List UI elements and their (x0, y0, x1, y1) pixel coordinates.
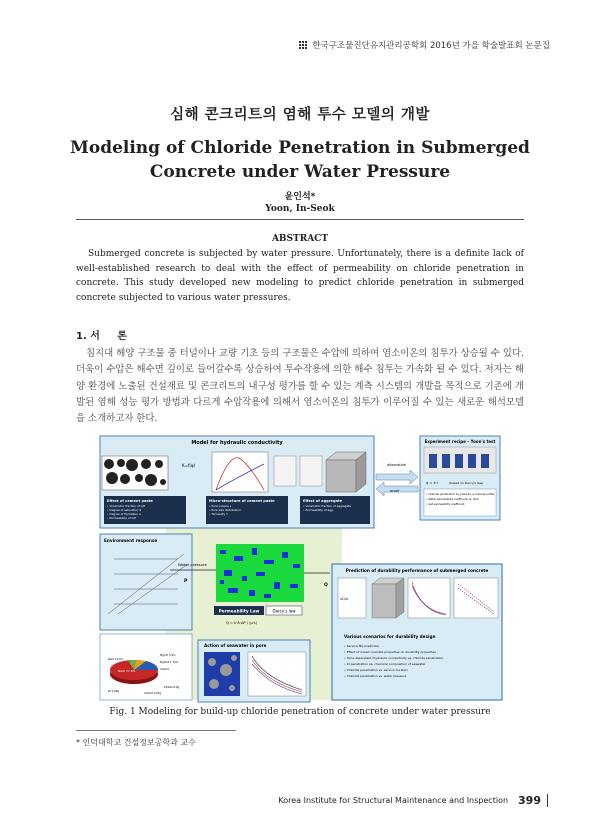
page-footer (278, 794, 548, 807)
svg-text:Q = k·A·ΔP / (μ·L): Q = k·A·ΔP / (μ·L) (226, 621, 258, 625)
svg-text:• Effect of mixed concrete pro: • Effect of mixed concrete properties on durability properties (344, 650, 436, 654)
svg-text:• Chloride penetration vs. ser: • Chloride penetration vs. service duration (344, 668, 409, 672)
svg-text:Prediction of durability perfo: Prediction of durability performance of submerged concrete (345, 568, 489, 573)
section-heading: 1. 서 론 (76, 331, 127, 342)
svg-text:MgSO4 1.75%: MgSO4 1.75% (160, 661, 179, 664)
environment-panel (100, 534, 192, 630)
svg-text:• Volumetric fraction of C/P: • Volumetric fraction of C/P (107, 504, 146, 508)
svg-text:• Permeability of agg.: • Permeability of agg. (303, 508, 334, 512)
svg-text:• Time-dependent (hydraulic co: • Time-dependent (hydraulic conductivity vs. chloride penetration (344, 656, 444, 660)
svg-text:(based on Darcy's law): (based on Darcy's law) (449, 481, 484, 485)
journal-name: 한국구조물진단유지관리공학회 2016년 가을 학술발표회 논문집 (312, 41, 550, 51)
svg-text:Action of seawater in pore: Action of seawater in pore (204, 643, 267, 648)
arrow-right (376, 470, 418, 484)
figure-caption: Fig. 1 Modeling for build-up chloride penetration of concrete under water pressure (109, 707, 491, 717)
publisher-name: Korea Institute for Structural Maintenance and Inspection (278, 796, 509, 805)
svg-text:∂C/∂t: ∂C/∂t (340, 597, 348, 601)
prediction-cube (372, 578, 404, 618)
footnote: * 인덕대학교 건설정보공학과 교수 (76, 738, 196, 747)
author-korean: 윤인석* (284, 192, 316, 202)
hydraulic-graph (212, 452, 268, 492)
svg-text:CaCO3 0.05g: CaCO3 0.05g (144, 692, 162, 695)
svg-text:Environment response: Environment response (104, 538, 158, 543)
prediction-graph-1 (408, 578, 450, 618)
svg-text:• Get permeability coefficient: • Get permeability coefficient (426, 503, 465, 506)
hydraulic-panel-title: Model for hydraulic conductivity (191, 440, 283, 446)
aggregate-cube (326, 452, 366, 492)
svg-text:Micro-structure of cement past: Micro-structure of cement paste (209, 499, 275, 503)
equation-left: K=f(φ) (182, 463, 196, 468)
page-number: 399 (518, 794, 548, 807)
svg-text:• Chloride penetration vs. wat: • Chloride penetration vs. water pressure (344, 674, 407, 678)
figure-1 (94, 434, 504, 704)
svg-text:Water pressure: Water pressure (178, 562, 207, 567)
abstract-text: Submerged concrete is subjected by water pressure. Unfortunately, there is a definite lack of well-established research to deal with the effect of permeability on chloride penetration in concrete. This study developed new modeling to predict chloride penetration in submerged concrete subjected to various water pressures. (76, 249, 524, 303)
divider-top (76, 219, 524, 220)
abstract-heading: ABSTRACT (271, 234, 329, 244)
journal-header (299, 39, 550, 51)
title-korean: 심해 콘크리트의 염해 투수 모델의 개발 (170, 107, 430, 123)
section-body: 침지대 해양 구조물 중 터널이나 교량 기초 등의 구조물은 수압에 의하여 염소이온의 침투가 상승될 수 있다. 더욱이 수압은 해수면 깊이로 들어갈수록 상승하여 투수작용에 의한 해수 침투는 가속화 될 수 있다. 저자는 해양 환경에 노출된 건설재료 및 콘크리트의 내구성 평가를 할 수 있는 계측 시스템의 개발을 목적으로 기존에 개발된 염해 성능 평가 방법과 다르게 수압작용에 의해서 염소이온의 침투가 이루어질 수 있는 새로운 해석모델을 소개하고자 한다. (76, 348, 524, 425)
svg-text:Q: Q (324, 583, 328, 588)
svg-text:alternative: alternative (387, 463, 406, 467)
svg-text:P: P (184, 579, 188, 584)
svg-text:• Permeability of C/P: • Permeability of C/P (107, 516, 137, 520)
svg-text:• Service life prediction: • Service life prediction (344, 644, 380, 648)
svg-text:• Tortuosity τ: • Tortuosity τ (209, 512, 228, 516)
title-english: Modeling of Chloride Penetration in Submerged Concrete under Water Pressure (70, 138, 530, 182)
svg-text:proof: proof (390, 489, 400, 493)
svg-text:Experiment recipe – Yoon's tes: Experiment recipe – Yoon's test (424, 439, 496, 444)
seawater-graph (248, 652, 306, 696)
svg-text:Various scenarios for durabili: Various scenarios for durability design (344, 634, 436, 639)
svg-text:Permeability Law: Permeability Law (218, 608, 260, 614)
svg-text:MgCl2 3.9%: MgCl2 3.9% (160, 654, 176, 657)
grid-icon (299, 41, 308, 50)
footnote-rule (76, 730, 236, 731)
svg-text:K2SO4 0.8g: K2SO4 0.8g (164, 686, 180, 689)
svg-text:• Pore size distribution: • Pore size distribution (209, 508, 241, 512)
svg-text:• Pore volume ε: • Pore volume ε (209, 504, 232, 508)
svg-text:Effect of cement paste: Effect of cement paste (107, 499, 153, 503)
svg-text:• Water permeability coefficie: • Water permeability coefficient vs. time (426, 498, 479, 501)
svg-text:NaCl 77.8%: NaCl 77.8% (118, 669, 136, 673)
svg-text:Br 0.08g: Br 0.08g (108, 690, 120, 693)
svg-text:Darcy's law: Darcy's law (272, 608, 296, 614)
svg-text:• Degree of Hydration α: • Degree of Hydration α (107, 512, 141, 516)
author-english: Yoon, In-Seok (265, 204, 335, 214)
svg-text:NaCl 14.6%: NaCl 14.6% (108, 658, 124, 661)
svg-text:• Volumetric fraction of aggre: • Volumetric fraction of aggregate (303, 504, 351, 508)
svg-text:CaSO4: CaSO4 (160, 668, 169, 671)
svg-text:Effect of aggregate: Effect of aggregate (303, 499, 343, 503)
svg-text:• Chloride penetration by pres: • Chloride penetration by pressure ➔ chloride profile (426, 493, 495, 496)
svg-text:• Cl penetration vs. chemical: • Cl penetration vs. chemical composition of seawater (344, 662, 426, 666)
svg-text:q = k·i: q = k·i (426, 481, 438, 485)
svg-text:• Degree of saturation S: • Degree of saturation S (107, 508, 142, 512)
